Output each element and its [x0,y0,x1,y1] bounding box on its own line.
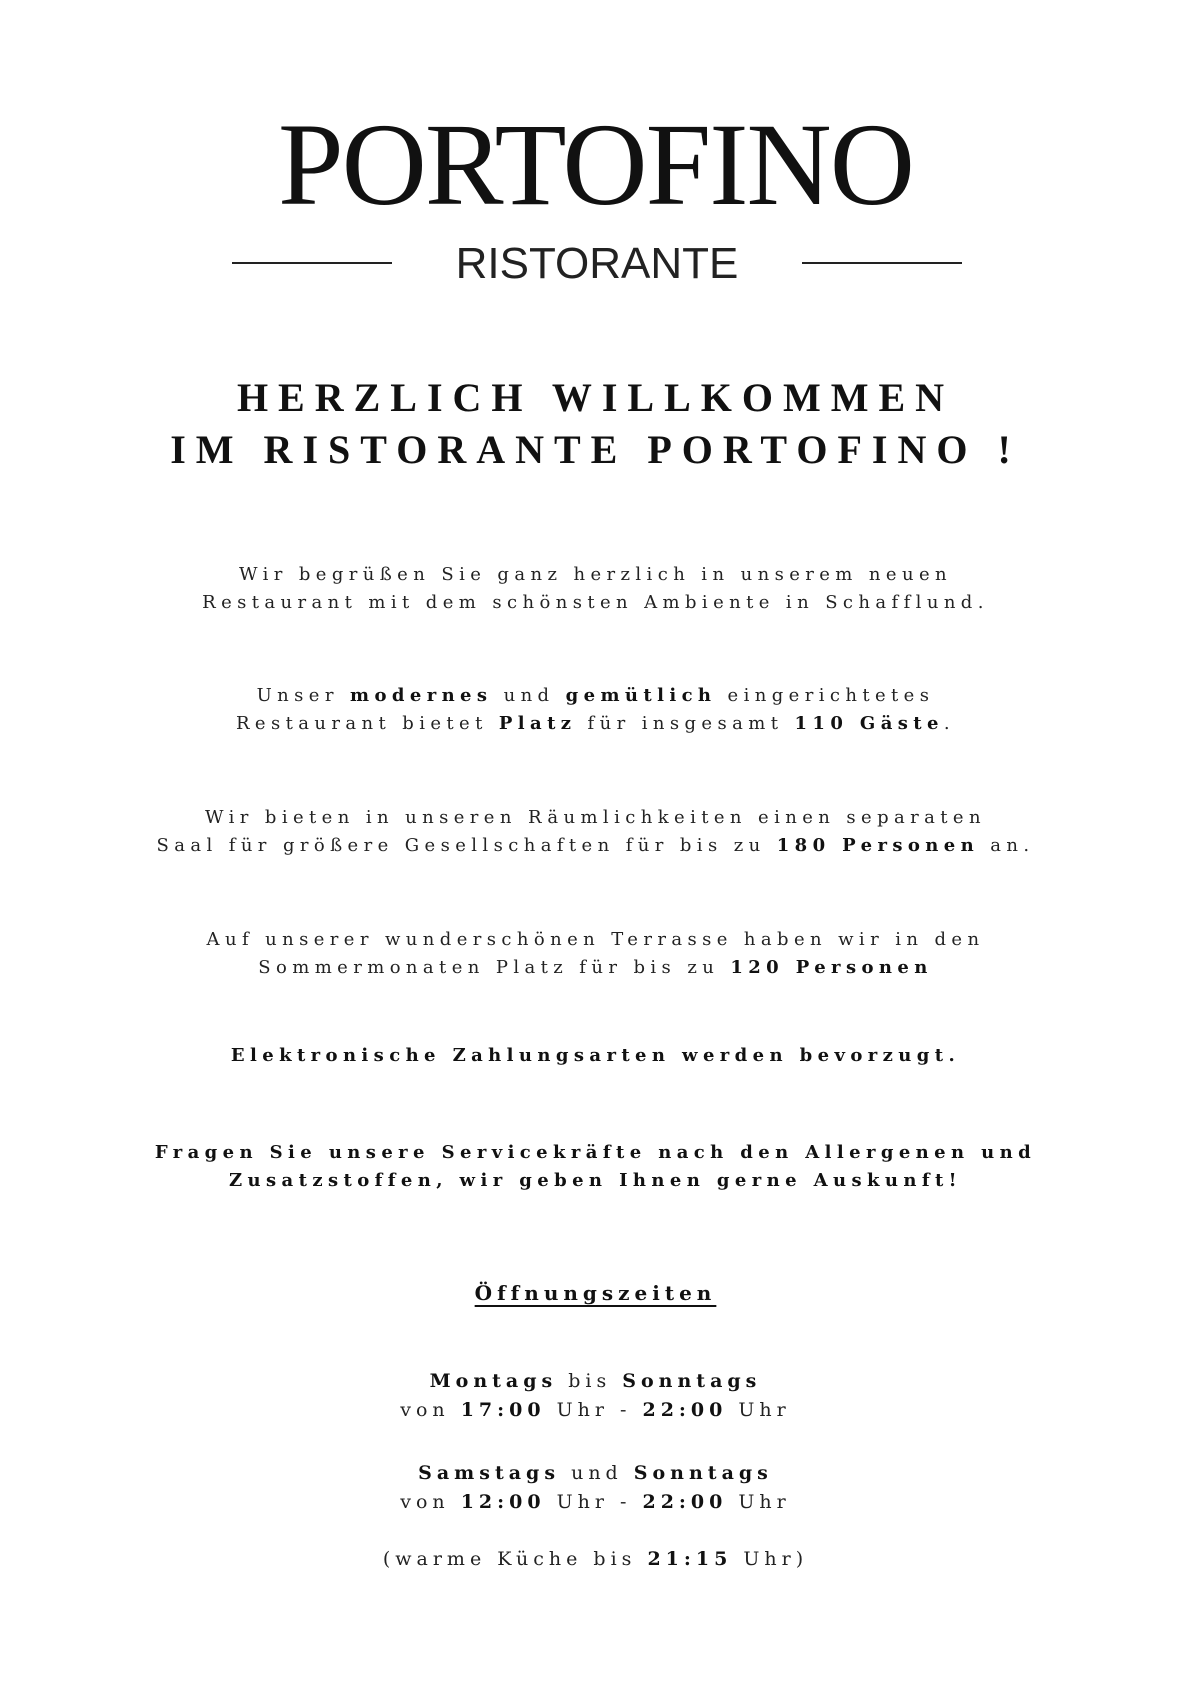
opening-hours-title: Öffnungszeiten [474,1281,717,1305]
logo-divider-left [232,262,392,264]
welcome-line-1: HERZLICH WILLKOMMEN [236,375,955,420]
welcome-heading [0,372,1191,476]
hall-line-1: Wir bieten in unseren Räumlichkeiten einen separaten [205,807,986,828]
hours-weekend-days: Samstags und Sonntags [418,1462,773,1484]
intro-line-2: Restaurant mit dem schönsten Ambiente in Schafflund. [202,592,989,613]
hall-paragraph [0,804,1191,860]
intro-line-1: Wir begrüßen Sie ganz herzlich in unserem neuen [239,564,952,585]
allergen-line-2: Zusatzstoffen, wir geben Ihnen gerne Auskunft! [228,1170,962,1191]
capacity-line-2: Restaurant bietet Platz für insgesamt 110 Gäste. [235,713,955,734]
logo-title: PORTOFINO [278,99,913,230]
terrace-line-1: Auf unserer wunderschönen Terrasse haben wir in den [206,929,985,950]
payment-line: Elektronische Zahlungsarten werden bevorzugt. [230,1045,961,1066]
capacity-paragraph [0,682,1191,738]
payment-note [0,1042,1191,1070]
logo-subtitle: RISTORANTE [455,239,739,288]
logo-divider-right [802,262,962,264]
capacity-line-1: Unser modernes und gemütlich eingerichtetes [256,685,935,706]
hall-line-2: Saal für größere Gesellschaften für bis zu 180 Personen an. [156,835,1035,856]
hours-weekdays-days: Montags bis Sonntags [429,1370,762,1392]
terrace-paragraph [0,926,1191,982]
terrace-line-2: Sommermonaten Platz für bis zu 120 Personen [258,957,933,978]
allergen-note [0,1139,1191,1195]
allergen-line-1: Fragen Sie unsere Servicekräfte nach den Allergenen und [154,1142,1037,1163]
welcome-line-2: IM RISTORANTE PORTOFINO ! [170,427,1021,472]
logo-subtitle-row [232,236,962,292]
hours-weekend [0,1459,1191,1517]
kitchen-hours-line: (warme Küche bis 21:15 Uhr) [382,1548,809,1570]
kitchen-hours [0,1545,1191,1574]
intro-paragraph [0,561,1191,617]
hours-weekdays [0,1367,1191,1425]
hours-weekend-times: von 12:00 Uhr - 22:00 Uhr [400,1491,791,1513]
hours-weekdays-times: von 17:00 Uhr - 22:00 Uhr [400,1399,791,1421]
